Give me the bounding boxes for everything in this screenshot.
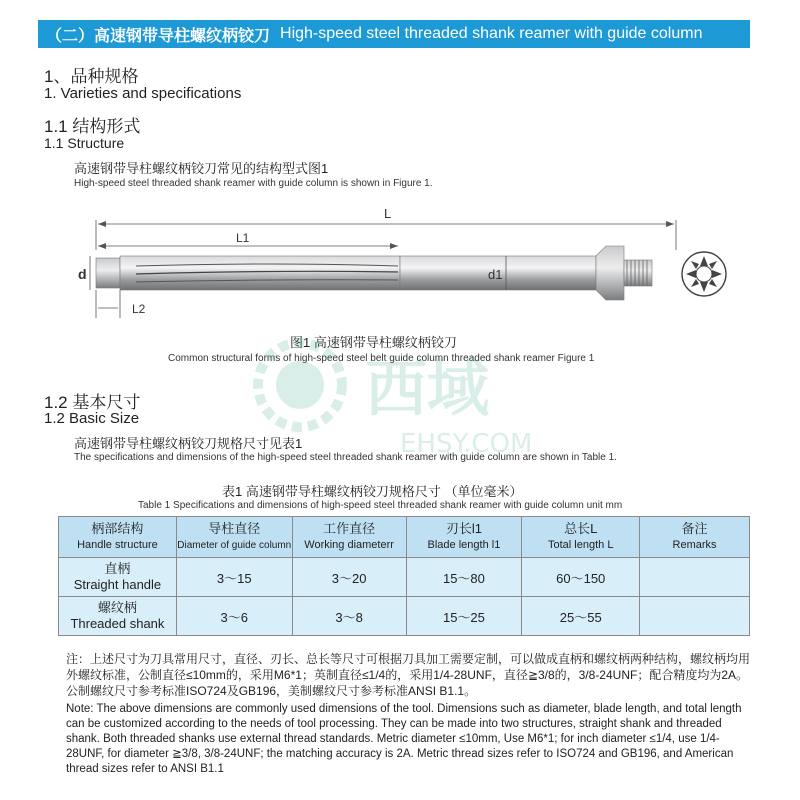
cell-work: 3～8 xyxy=(292,597,406,636)
section1-title-cn: 1、品种规格 xyxy=(44,67,139,86)
dim-L-label: L xyxy=(384,206,392,221)
row-name xyxy=(59,597,177,636)
section1-2-para-en: The specifications and dimensions of the high-speed steel threaded shank reamer with guide column are shown in Table 1. xyxy=(74,452,617,463)
figure1-caption-en: Common structural forms of high-speed steel belt guide column threaded shank reamer Figure 1 xyxy=(168,353,595,364)
section1-1-title-en: 1.1 Structure xyxy=(44,135,125,151)
section1-title-en: 1. Varieties and specifications xyxy=(44,85,242,102)
header-guide xyxy=(176,517,292,558)
note-en: Note: The above dimensions are commonly used dimensions of the tool. Dimensions such as diameter, blade length, and total length can be customized according to the needs of tool processing. They can be made into two structures, straight shank and threaded shank. Both threaded shanks use external thread standards. Metric diameter ≤10mm, Use M6*1; for inch diameter ≤1/4, use 1/4-28UNF, for diameter ≧3/8, 3/8-24UNF; the matching accuracy is 2A. Metric thread sizes refer to ISO724 and GB196, and American thread sizes refer to ANSI B1.1 xyxy=(66,703,742,775)
section1-2-para-cn: 高速钢带导柱螺纹柄铰刀规格尺寸见表1 xyxy=(74,436,303,451)
header-work-cn: 工作直径 xyxy=(323,521,376,536)
table-row xyxy=(59,558,750,597)
header-guide-en: Diameter of guide column xyxy=(177,540,292,551)
header-remarks-en: Remarks xyxy=(672,539,717,551)
dim-d1-label: d1 xyxy=(488,267,503,282)
row-name-en: Threaded shank xyxy=(70,616,165,631)
header-blade-cn: 刃长l1 xyxy=(445,521,482,536)
spec-table xyxy=(58,516,750,636)
dim-L1-label: L1 xyxy=(236,231,250,245)
section1-2-title-en: 1.2 Basic Size xyxy=(44,410,140,427)
watermark-cn: 西域 xyxy=(365,352,490,425)
row-name-en: Straight handle xyxy=(73,577,162,592)
row-name-cn: 直柄 xyxy=(104,561,131,576)
section1-1-para-en: High-speed steel threaded shank reamer with guide column is shown in Figure 1. xyxy=(74,178,433,189)
table-row xyxy=(59,597,750,636)
figure1-caption-cn: 图1 高速钢带导柱螺纹柄铰刀 xyxy=(290,335,457,350)
cell-guide: 3～15 xyxy=(176,558,292,597)
cell-remarks xyxy=(640,558,750,597)
header-remarks-cn: 备注 xyxy=(681,521,708,536)
cell-total: 25～55 xyxy=(522,597,640,636)
header-total-cn: 总长L xyxy=(564,521,598,536)
section1-2-title-cn: 1.2 基本尺寸 xyxy=(44,393,141,412)
cell-blade: 15～25 xyxy=(406,597,522,636)
section1-1-para-cn: 高速钢带导柱螺纹柄铰刀常见的结构型式图1 xyxy=(74,161,329,176)
header-total xyxy=(522,517,640,558)
header-total-en: Total length L xyxy=(548,539,614,551)
table1-caption-cn: 表1 高速钢带导柱螺纹柄铰刀规格尺寸 （单位毫米） xyxy=(222,484,523,499)
cell-guide: 3～6 xyxy=(176,597,292,636)
banner-title-en: High-speed steel threaded shank reamer with guide column xyxy=(280,25,703,42)
table1-caption-en: Table 1 Specifications and dimensions of high-speed steel threaded shank reamer with guide column unit mm xyxy=(138,500,623,511)
cell-work: 3～20 xyxy=(292,558,406,597)
header-handle-cn: 柄部结构 xyxy=(91,521,144,536)
cell-total: 60～150 xyxy=(522,558,640,597)
row-name xyxy=(59,558,177,597)
cell-blade: 15～80 xyxy=(406,558,522,597)
title-banner xyxy=(38,20,750,48)
header-work-en: Working diameterr xyxy=(304,539,394,551)
cell-remarks xyxy=(640,597,750,636)
header-handle-en: Handle structure xyxy=(77,539,158,551)
section1-1-title-cn: 1.1 结构形式 xyxy=(44,117,141,136)
dim-d-label: d xyxy=(78,266,87,282)
note-cn: 注：上述尺寸为刀具常用尺寸，直径、刃长、总长等尺寸可根据刀具加工需要定制，可以做成直柄和螺纹柄两种结构，螺纹柄均用外螺纹标准，公制直径≤10mm的，采用M6*1；英制直径≤1/4的，采用1/4-28UNF，直径≧3/8的，3/8-24UNF；配合精度均为2A。公制螺纹尺寸参考标准ISO724及GB196，美制螺纹尺寸参考标准ANSI B1.1。 xyxy=(66,652,751,698)
row-name-cn: 螺纹柄 xyxy=(97,600,137,615)
reamer-drawing xyxy=(76,200,736,320)
table-header-row xyxy=(59,517,750,558)
header-work xyxy=(292,517,406,558)
header-blade-en: Blade length l1 xyxy=(427,539,501,551)
header-handle xyxy=(59,517,177,558)
watermark-en: EHSY.COM xyxy=(400,429,533,459)
dim-L2-label: L2 xyxy=(132,302,146,316)
header-guide-cn: 导柱直径 xyxy=(208,521,261,536)
banner-title-cn: （二）高速钢带导柱螺纹柄铰刀 xyxy=(46,27,271,45)
header-blade xyxy=(406,517,522,558)
header-remarks xyxy=(640,517,750,558)
